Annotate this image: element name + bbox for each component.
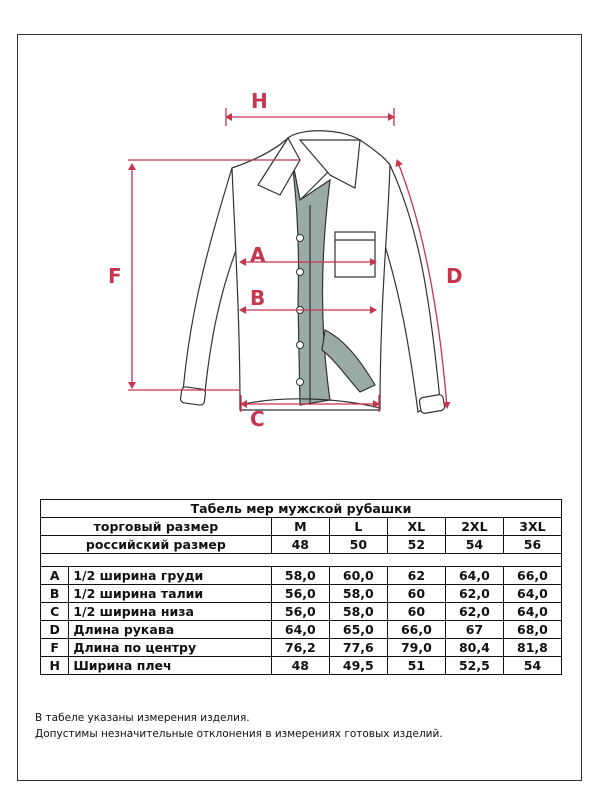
measure-value: 52,5 (445, 657, 503, 675)
label-a: A (250, 243, 266, 267)
trade-size-row (41, 518, 562, 536)
measure-code: H (41, 657, 69, 675)
right-sleeve (380, 165, 440, 412)
table-row (41, 621, 562, 639)
russian-size-cell: 48 (271, 536, 329, 554)
russian-size-cell: 56 (503, 536, 561, 554)
measure-value: 51 (387, 657, 445, 675)
table-row (41, 585, 562, 603)
left-cuff (180, 386, 206, 405)
trade-size-cell: L (329, 518, 387, 536)
measure-value: 66,0 (387, 621, 445, 639)
label-c: C (250, 407, 265, 431)
measure-value: 77,6 (329, 639, 387, 657)
measure-value: 68,0 (503, 621, 561, 639)
button (297, 235, 304, 242)
table-row (41, 639, 562, 657)
measure-value: 64,0 (445, 567, 503, 585)
note-line-2: Допустимы незначительные отклонения в измерениях готовых изделий. (35, 728, 443, 740)
button (297, 269, 304, 276)
table-row (41, 657, 562, 675)
trade-size-cell: M (271, 518, 329, 536)
spacer-row (41, 554, 562, 567)
measure-name: 1/2 ширина груди (69, 567, 271, 585)
label-b: B (250, 286, 266, 310)
size-table (40, 499, 562, 675)
right-cuff (419, 394, 445, 414)
trade-size-cell: XL (387, 518, 445, 536)
measure-value: 81,8 (503, 639, 561, 657)
measure-code: B (41, 585, 69, 603)
russian-size-row (41, 536, 562, 554)
measure-code: D (41, 621, 69, 639)
trade-size-cell: 3XL (503, 518, 561, 536)
measure-value: 56,0 (271, 603, 329, 621)
measure-value: 62 (387, 567, 445, 585)
russian-size-label: российский размер (41, 536, 272, 554)
measure-value: 54 (503, 657, 561, 675)
measure-value: 80,4 (445, 639, 503, 657)
table-row (41, 603, 562, 621)
label-d: D (446, 264, 463, 288)
measure-value: 60 (387, 603, 445, 621)
collar-stand (288, 131, 360, 140)
russian-size-cell: 50 (329, 536, 387, 554)
measure-value: 49,5 (329, 657, 387, 675)
measure-value: 58,0 (329, 585, 387, 603)
table-title-row (41, 500, 562, 518)
button (297, 379, 304, 386)
measure-value: 62,0 (445, 603, 503, 621)
table-row (41, 567, 562, 585)
trade-size-cell: 2XL (445, 518, 503, 536)
measure-code: A (41, 567, 69, 585)
measure-value: 56,0 (271, 585, 329, 603)
measure-name: Ширина плеч (69, 657, 271, 675)
measure-value: 60 (387, 585, 445, 603)
measure-value: 48 (271, 657, 329, 675)
measure-code: F (41, 639, 69, 657)
measure-value: 76,2 (271, 639, 329, 657)
measure-value: 58,0 (271, 567, 329, 585)
label-h: H (251, 89, 268, 113)
measure-name: 1/2 ширина низа (69, 603, 271, 621)
measure-value: 67 (445, 621, 503, 639)
measure-value: 60,0 (329, 567, 387, 585)
measure-name: 1/2 ширина талии (69, 585, 271, 603)
measure-value: 58,0 (329, 603, 387, 621)
label-f: F (108, 264, 122, 288)
spacer-cell (41, 554, 562, 567)
measure-value: 64,0 (271, 621, 329, 639)
measure-name: Длина по центру (69, 639, 271, 657)
measure-value: 66,0 (503, 567, 561, 585)
button (297, 342, 304, 349)
russian-size-cell: 54 (445, 536, 503, 554)
measure-code: C (41, 603, 69, 621)
note-line-1: В табеле указаны измерения изделия. (35, 712, 250, 724)
measure-value: 62,0 (445, 585, 503, 603)
table-title: Табель мер мужской рубашки (41, 500, 562, 518)
measure-value: 79,0 (387, 639, 445, 657)
left-sleeve (183, 168, 240, 402)
measure-value: 65,0 (329, 621, 387, 639)
measure-value: 64,0 (503, 585, 561, 603)
measure-name: Длина рукава (69, 621, 271, 639)
chest-pocket (335, 232, 375, 277)
shirt-drawing (180, 131, 445, 414)
russian-size-cell: 52 (387, 536, 445, 554)
trade-size-label: торговый размер (41, 518, 272, 536)
measure-value: 64,0 (503, 603, 561, 621)
